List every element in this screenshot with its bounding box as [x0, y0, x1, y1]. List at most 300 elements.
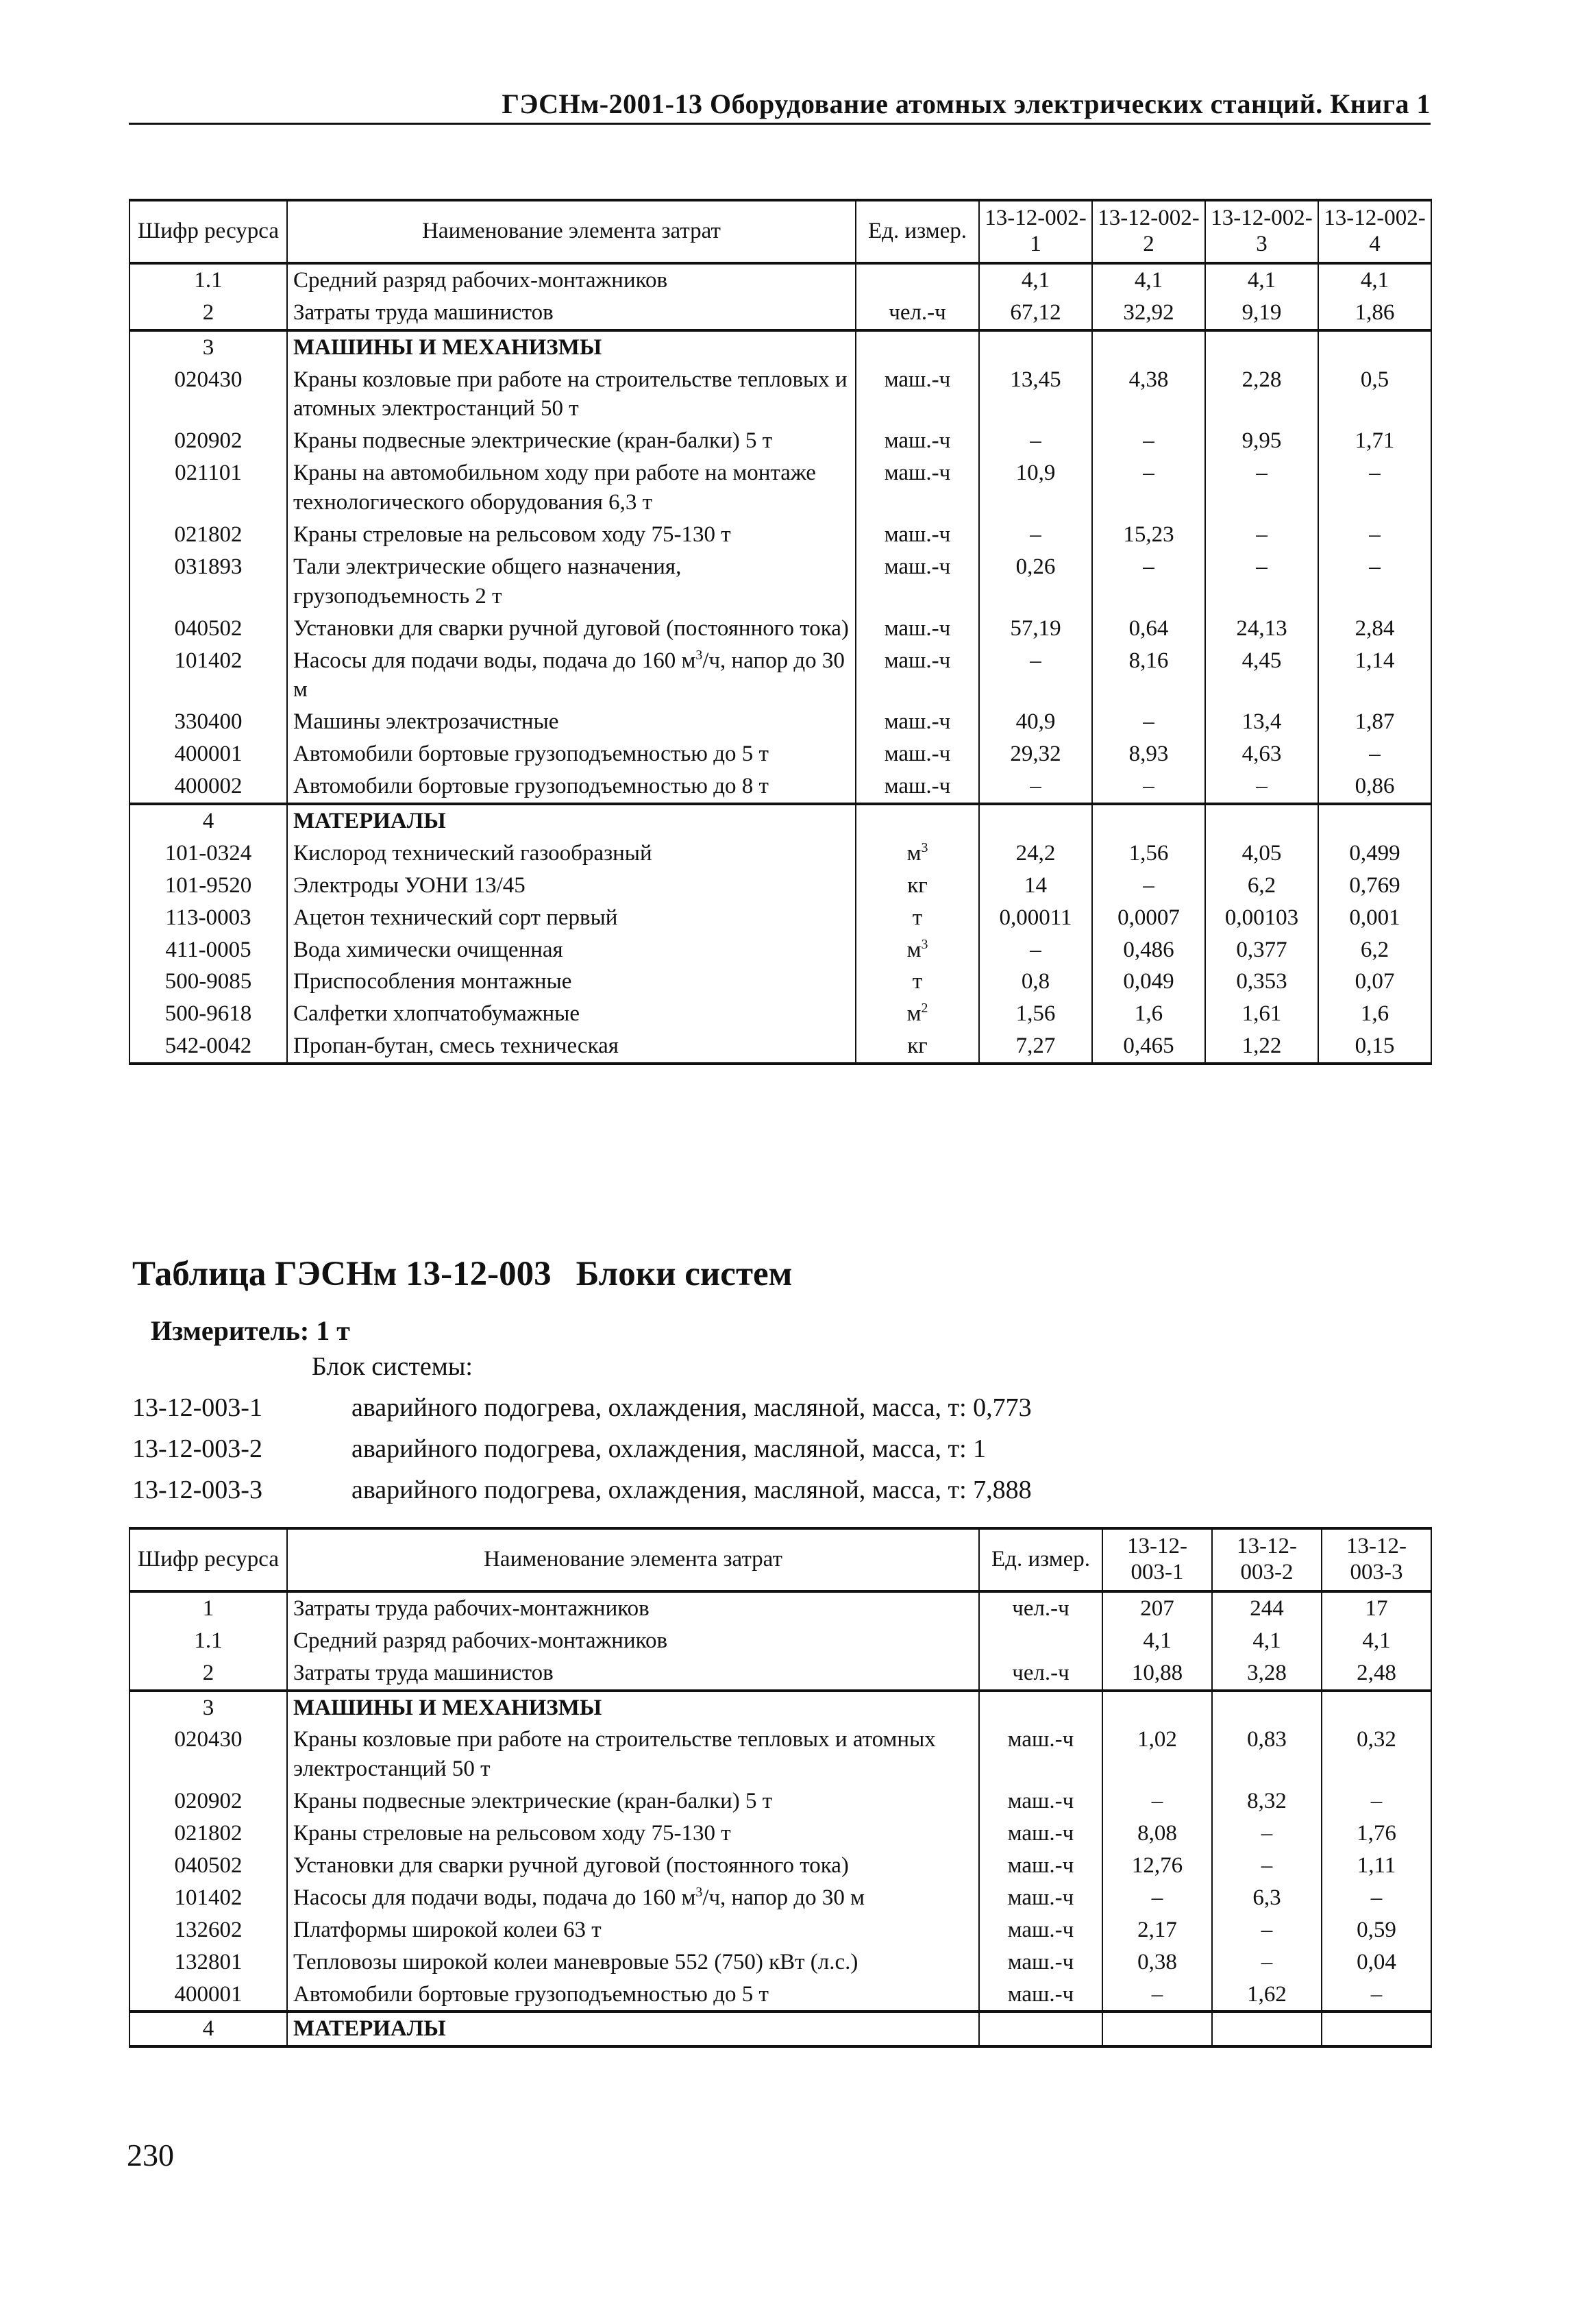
unit-cell: маш.-ч [979, 1724, 1102, 1785]
value-cell: 0,377 [1205, 934, 1318, 966]
resource-code: 3 [129, 1691, 287, 1724]
value-cell: 0,04 [1322, 1946, 1431, 1979]
resource-name: Вода химически очищенная [287, 934, 856, 966]
unit-cell: чел.-ч [856, 297, 979, 330]
value-cell: 4,1 [1212, 1625, 1322, 1657]
value-cell: – [1322, 1979, 1431, 2012]
value-cell: – [1212, 1946, 1322, 1979]
resource-code: 2 [129, 297, 287, 330]
value-cell: 0,15 [1318, 1030, 1431, 1064]
value-cell: 24,2 [979, 837, 1092, 870]
unit-cell: маш.-ч [856, 425, 979, 457]
resource-code: 101402 [129, 645, 287, 707]
resource-name [287, 1882, 979, 1914]
value-cell: 1,11 [1322, 1850, 1431, 1882]
col-header-name: Наименование элемента затрат [287, 1528, 979, 1591]
unit-exponent: 2 [921, 1001, 928, 1016]
value-cell: 0,0007 [1092, 902, 1205, 934]
unit-cell [856, 804, 979, 837]
measure-line [151, 1314, 350, 1347]
table-row [129, 425, 1431, 457]
resource-name: Автомобили бортовые грузоподъемностью до 5 т [287, 1979, 979, 2012]
value-cell [1318, 330, 1431, 364]
table-header-row [129, 200, 1431, 263]
table-row [129, 934, 1431, 966]
unit-cell: маш.-ч [979, 1785, 1102, 1818]
value-cell: 10,9 [979, 457, 1092, 519]
unit-exponent: 3 [695, 1884, 703, 1900]
value-cell: – [979, 770, 1092, 804]
unit-cell [856, 998, 979, 1030]
resource-name: Платформы широкой колеи 63 т [287, 1914, 979, 1946]
col-header-norm: 13-12-002-4 [1318, 200, 1431, 263]
col-header-norm: 13-12-002-3 [1205, 200, 1318, 263]
resource-code: 500-9618 [129, 998, 287, 1030]
resource-code: 542-0042 [129, 1030, 287, 1064]
table-row [129, 1625, 1431, 1657]
value-cell: – [979, 425, 1092, 457]
resource-table-002 [129, 199, 1432, 1065]
table-row [129, 706, 1431, 738]
unit-exponent: 3 [695, 647, 703, 663]
resource-code: 021101 [129, 457, 287, 519]
resource-name: Машины электрозачистные [287, 706, 856, 738]
resource-code: 400002 [129, 770, 287, 804]
section-row [129, 1691, 1431, 1724]
resource-table-003 [129, 1527, 1432, 2048]
table-row [129, 770, 1431, 804]
resource-code: 132801 [129, 1946, 287, 1979]
resource-code: 330400 [129, 706, 287, 738]
table-row [129, 1946, 1431, 1979]
resource-code: 400001 [129, 1979, 287, 2012]
value-cell [1092, 330, 1205, 364]
unit-cell: маш.-ч [979, 1946, 1102, 1979]
resource-name: Установки для сварки ручной дуговой (постоянного тока) [287, 1850, 979, 1882]
value-cell: 0,769 [1318, 870, 1431, 902]
resource-code: 101402 [129, 1882, 287, 1914]
value-cell: 244 [1212, 1591, 1322, 1625]
unit-cell [979, 1691, 1102, 1724]
table-row [129, 645, 1431, 707]
value-cell: 14 [979, 870, 1092, 902]
value-cell: 0,59 [1322, 1914, 1431, 1946]
section-row [129, 804, 1431, 837]
table-row [129, 1850, 1431, 1882]
section-title: МАТЕРИАЛЫ [287, 804, 856, 837]
value-cell: – [1102, 1785, 1212, 1818]
section-title: МАТЕРИАЛЫ [287, 2011, 979, 2046]
value-cell: 15,23 [1092, 519, 1205, 551]
table-row [129, 1914, 1431, 1946]
value-cell: 207 [1102, 1591, 1212, 1625]
resource-name: Краны стреловые на рельсовом ходу 75-130 т [287, 1818, 979, 1850]
unit-cell: кг [856, 870, 979, 902]
table-row [129, 966, 1431, 998]
table-title-name: Блоки систем [576, 1255, 793, 1293]
table-row [129, 551, 1431, 613]
value-cell [1102, 1691, 1212, 1724]
resource-name: Автомобили бортовые грузоподъемностью до 5 т [287, 738, 856, 770]
col-header-unit: Ед. измер. [856, 200, 979, 263]
unit-cell [979, 2011, 1102, 2046]
value-cell: 2,84 [1318, 613, 1431, 645]
unit-cell: т [856, 966, 979, 998]
unit-cell: т [856, 902, 979, 934]
resource-name: Кислород технический газообразный [287, 837, 856, 870]
value-cell: 17 [1322, 1591, 1431, 1625]
value-cell: 0,499 [1318, 837, 1431, 870]
value-cell: 1,22 [1205, 1030, 1318, 1064]
block-item [132, 1475, 1032, 1505]
resource-code: 040502 [129, 1850, 287, 1882]
table-row [129, 1030, 1431, 1064]
col-header-unit: Ед. измер. [979, 1528, 1102, 1591]
value-cell: 1,62 [1212, 1979, 1322, 2012]
value-cell: – [979, 645, 1092, 707]
col-header-norm: 13-12-002-1 [979, 200, 1092, 263]
table-row [129, 1591, 1431, 1625]
unit-cell: маш.-ч [979, 1850, 1102, 1882]
resource-code: 500-9085 [129, 966, 287, 998]
section-row [129, 2011, 1431, 2046]
unit-cell: маш.-ч [856, 770, 979, 804]
unit-base: м [906, 1001, 922, 1027]
value-cell: – [1205, 457, 1318, 519]
value-cell: 4,1 [1092, 263, 1205, 297]
value-cell [1205, 330, 1318, 364]
value-cell: – [1322, 1882, 1431, 1914]
value-cell [979, 330, 1092, 364]
unit-exponent: 3 [921, 936, 928, 952]
resource-name: Тали электрические общего назначения, грузоподъемность 2 т [287, 551, 856, 613]
value-cell: 2,28 [1205, 364, 1318, 426]
value-cell [1205, 804, 1318, 837]
table-row [129, 457, 1431, 519]
value-cell [1212, 1691, 1322, 1724]
resource-name: Тепловозы широкой колеи маневровые 552 (750) кВт (л.с.) [287, 1946, 979, 1979]
resource-name-part: /ч, напор до 30 м [293, 648, 845, 702]
unit-cell: маш.-ч [856, 519, 979, 551]
value-cell: 4,1 [1102, 1625, 1212, 1657]
table-header-row [129, 1528, 1431, 1591]
value-cell: – [1322, 1785, 1431, 1818]
value-cell [979, 804, 1092, 837]
value-cell: 4,63 [1205, 738, 1318, 770]
value-cell [1322, 1691, 1431, 1724]
resource-code: 132602 [129, 1914, 287, 1946]
measure-value: 1 т [316, 1315, 350, 1346]
section-row [129, 330, 1431, 364]
value-cell: 1,14 [1318, 645, 1431, 707]
value-cell: 4,1 [1318, 263, 1431, 297]
resource-code: 040502 [129, 613, 287, 645]
value-cell: 4,1 [979, 263, 1092, 297]
value-cell: 4,45 [1205, 645, 1318, 707]
value-cell: 8,93 [1092, 738, 1205, 770]
col-header-code: Шифр ресурса [129, 1528, 287, 1591]
resource-name: Краны подвесные электрические (кран-балки) 5 т [287, 1785, 979, 1818]
value-cell: 4,1 [1205, 263, 1318, 297]
value-cell: – [1205, 519, 1318, 551]
value-cell: 0,38 [1102, 1946, 1212, 1979]
value-cell: 4,1 [1322, 1625, 1431, 1657]
table-row [129, 1724, 1431, 1785]
block-item-code: 13-12-003-1 [132, 1393, 262, 1422]
resource-code: 3 [129, 330, 287, 364]
table-row [129, 1657, 1431, 1691]
resource-name: Краны козловые при работе на строительстве тепловых и атомных электростанций 50 т [287, 1724, 979, 1785]
table-title-code: Таблица ГЭСНм 13-12-003 [132, 1255, 552, 1293]
resource-code: 020902 [129, 425, 287, 457]
col-header-norm: 13-12-003-3 [1322, 1528, 1431, 1591]
resource-code: 101-9520 [129, 870, 287, 902]
resource-code: 1.1 [129, 263, 287, 297]
resource-name-part: Насосы для подачи воды, подача до 160 м [293, 648, 696, 673]
value-cell: 24,13 [1205, 613, 1318, 645]
resource-name: Затраты труда рабочих-монтажников [287, 1591, 979, 1625]
resource-code: 411-0005 [129, 934, 287, 966]
unit-base: м [906, 937, 922, 962]
col-header-norm: 13-12-003-2 [1212, 1528, 1322, 1591]
section-title: МАШИНЫ И МЕХАНИЗМЫ [287, 330, 856, 364]
value-cell: 1,71 [1318, 425, 1431, 457]
value-cell: 4,38 [1092, 364, 1205, 426]
resource-name: Ацетон технический сорт первый [287, 902, 856, 934]
value-cell: – [1092, 457, 1205, 519]
resource-name: Затраты труда машинистов [287, 297, 856, 330]
resource-name [287, 645, 856, 707]
unit-cell: маш.-ч [856, 613, 979, 645]
value-cell: 10,88 [1102, 1657, 1212, 1691]
resource-name: Салфетки хлопчатобумажные [287, 998, 856, 1030]
value-cell: – [979, 934, 1092, 966]
unit-cell [856, 837, 979, 870]
unit-cell: чел.-ч [979, 1657, 1102, 1691]
value-cell: 40,9 [979, 706, 1092, 738]
col-header-norm: 13-12-003-1 [1102, 1528, 1212, 1591]
unit-cell [856, 934, 979, 966]
resource-code: 021802 [129, 519, 287, 551]
table-row [129, 613, 1431, 645]
resource-name-part: /ч, напор до 30 м [702, 1885, 865, 1910]
table-row [129, 738, 1431, 770]
value-cell: 0,64 [1092, 613, 1205, 645]
value-cell: 8,16 [1092, 645, 1205, 707]
unit-cell: маш.-ч [856, 457, 979, 519]
unit-cell: маш.-ч [979, 1818, 1102, 1850]
table-row [129, 1818, 1431, 1850]
unit-cell: маш.-ч [856, 364, 979, 426]
value-cell: 0,486 [1092, 934, 1205, 966]
col-header-norm: 13-12-002-2 [1092, 200, 1205, 263]
unit-cell: чел.-ч [979, 1591, 1102, 1625]
value-cell: 13,45 [979, 364, 1092, 426]
value-cell: 1,86 [1318, 297, 1431, 330]
table-row [129, 902, 1431, 934]
running-header: ГЭСНм-2001-13 Оборудование атомных электрических станций. Книга 1 [129, 88, 1431, 125]
value-cell: 1,87 [1318, 706, 1431, 738]
value-cell: 6,3 [1212, 1882, 1322, 1914]
value-cell: 12,76 [1102, 1850, 1212, 1882]
block-item [132, 1434, 986, 1464]
value-cell: 0,00011 [979, 902, 1092, 934]
value-cell: 2,48 [1322, 1657, 1431, 1691]
resource-code: 020902 [129, 1785, 287, 1818]
value-cell: – [1318, 738, 1431, 770]
value-cell: 9,19 [1205, 297, 1318, 330]
resource-name: Электроды УОНИ 13/45 [287, 870, 856, 902]
value-cell: – [1318, 519, 1431, 551]
unit-cell: маш.-ч [856, 738, 979, 770]
value-cell: 0,001 [1318, 902, 1431, 934]
block-item-text: аварийного подогрева, охлаждения, масляной, масса, т: 7,888 [351, 1476, 1032, 1504]
value-cell: – [1092, 706, 1205, 738]
value-cell: 0,26 [979, 551, 1092, 613]
value-cell: – [1212, 1818, 1322, 1850]
value-cell: 8,32 [1212, 1785, 1322, 1818]
unit-cell [856, 330, 979, 364]
value-cell [1092, 804, 1205, 837]
value-cell: 0,83 [1212, 1724, 1322, 1785]
unit-cell: маш.-ч [979, 1882, 1102, 1914]
measure-label: Измеритель: [151, 1315, 310, 1346]
value-cell [1102, 2011, 1212, 2046]
value-cell: 6,2 [1205, 870, 1318, 902]
unit-cell: маш.-ч [856, 551, 979, 613]
block-item-code: 13-12-003-3 [132, 1476, 262, 1504]
value-cell: 6,2 [1318, 934, 1431, 966]
unit-cell: маш.-ч [979, 1979, 1102, 2012]
unit-cell: кг [856, 1030, 979, 1064]
table-row [129, 1882, 1431, 1914]
unit-cell: маш.-ч [856, 645, 979, 707]
block-item-text: аварийного подогрева, охлаждения, масляной, масса, т: 0,773 [351, 1393, 1032, 1422]
value-cell: – [1205, 551, 1318, 613]
resource-code: 113-0003 [129, 902, 287, 934]
value-cell: 13,4 [1205, 706, 1318, 738]
value-cell: 67,12 [979, 297, 1092, 330]
resource-name: Автомобили бортовые грузоподъемностью до 8 т [287, 770, 856, 804]
resource-name: Средний разряд рабочих-монтажников [287, 263, 856, 297]
value-cell: 29,32 [979, 738, 1092, 770]
block-item-text: аварийного подогрева, охлаждения, масляной, масса, т: 1 [351, 1434, 987, 1463]
value-cell: 3,28 [1212, 1657, 1322, 1691]
value-cell: 0,049 [1092, 966, 1205, 998]
value-cell: – [1318, 457, 1431, 519]
value-cell: 0,5 [1318, 364, 1431, 426]
value-cell: – [1212, 1914, 1322, 1946]
table-row [129, 263, 1431, 297]
resource-code: 021802 [129, 1818, 287, 1850]
value-cell: 1,6 [1092, 998, 1205, 1030]
value-cell: 1,56 [979, 998, 1092, 1030]
value-cell: 1,76 [1322, 1818, 1431, 1850]
value-cell: 0,353 [1205, 966, 1318, 998]
resource-code: 031893 [129, 551, 287, 613]
col-header-code: Шифр ресурса [129, 200, 287, 263]
value-cell: – [1318, 551, 1431, 613]
value-cell: – [979, 519, 1092, 551]
resource-name: Приспособления монтажные [287, 966, 856, 998]
value-cell: – [1102, 1979, 1212, 2012]
value-cell: – [1092, 425, 1205, 457]
unit-cell: маш.-ч [979, 1914, 1102, 1946]
unit-cell: маш.-ч [856, 706, 979, 738]
resource-name: Краны на автомобильном ходу при работе на монтаже технологического оборудования 6,3 т [287, 457, 856, 519]
value-cell: 9,95 [1205, 425, 1318, 457]
value-cell [1318, 804, 1431, 837]
resource-name: Средний разряд рабочих-монтажников [287, 1625, 979, 1657]
value-cell: 1,6 [1318, 998, 1431, 1030]
resource-code: 400001 [129, 738, 287, 770]
col-header-name: Наименование элемента затрат [287, 200, 856, 263]
section-title: МАШИНЫ И МЕХАНИЗМЫ [287, 1691, 979, 1724]
value-cell: – [1102, 1882, 1212, 1914]
table-row [129, 837, 1431, 870]
block-item [132, 1393, 1032, 1423]
value-cell: – [1212, 1850, 1322, 1882]
resource-code: 4 [129, 804, 287, 837]
blocks-heading: Блок системы: [312, 1352, 473, 1381]
resource-name: Краны подвесные электрические (кран-балки) 5 т [287, 425, 856, 457]
value-cell: 8,08 [1102, 1818, 1212, 1850]
value-cell: 0,86 [1318, 770, 1431, 804]
table-row [129, 1785, 1431, 1818]
resource-code: 2 [129, 1657, 287, 1691]
resource-name-part: Насосы для подачи воды, подача до 160 м [293, 1885, 696, 1910]
resource-code: 1.1 [129, 1625, 287, 1657]
value-cell: – [1092, 870, 1205, 902]
resource-code: 020430 [129, 1724, 287, 1785]
resource-code: 101-0324 [129, 837, 287, 870]
resource-code: 020430 [129, 364, 287, 426]
unit-cell [979, 1625, 1102, 1657]
value-cell: 0,00103 [1205, 902, 1318, 934]
resource-name: Установки для сварки ручной дуговой (постоянного тока) [287, 613, 856, 645]
table-row [129, 297, 1431, 330]
value-cell: – [1092, 551, 1205, 613]
value-cell: 1,02 [1102, 1724, 1212, 1785]
table-row [129, 364, 1431, 426]
resource-code: 4 [129, 2011, 287, 2046]
table-row [129, 519, 1431, 551]
unit-exponent: 3 [921, 840, 928, 855]
value-cell: 32,92 [1092, 297, 1205, 330]
resource-name: Пропан-бутан, смесь техническая [287, 1030, 856, 1064]
value-cell: 2,17 [1102, 1914, 1212, 1946]
value-cell: 57,19 [979, 613, 1092, 645]
unit-base: м [906, 840, 922, 866]
table-row [129, 1979, 1431, 2012]
value-cell: 4,05 [1205, 837, 1318, 870]
value-cell: – [1092, 770, 1205, 804]
table-row [129, 998, 1431, 1030]
value-cell: 0,32 [1322, 1724, 1431, 1785]
resource-name: Краны стреловые на рельсовом ходу 75-130 т [287, 519, 856, 551]
block-item-code: 13-12-003-2 [132, 1434, 262, 1463]
value-cell: 0,8 [979, 966, 1092, 998]
value-cell: 1,56 [1092, 837, 1205, 870]
value-cell: 1,61 [1205, 998, 1318, 1030]
table-row [129, 870, 1431, 902]
value-cell [1212, 2011, 1322, 2046]
value-cell: 0,07 [1318, 966, 1431, 998]
value-cell [1322, 2011, 1431, 2046]
value-cell: – [1205, 770, 1318, 804]
resource-name: Краны козловые при работе на строительстве тепловых и атомных электростанций 50 т [287, 364, 856, 426]
table-title [132, 1254, 792, 1294]
